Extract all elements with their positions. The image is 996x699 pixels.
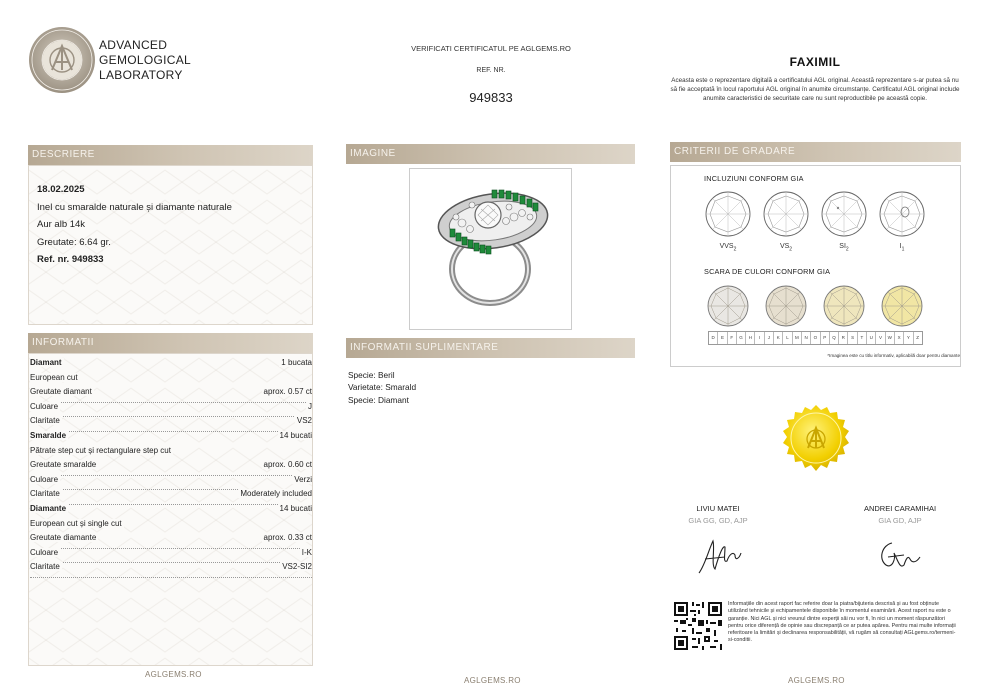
info-value: aprox. 0.57 ct	[263, 387, 312, 397]
inclusions-title: INCLUZIUNI CONFORM GIA	[704, 174, 804, 183]
signature-1	[695, 535, 743, 577]
info-key: European cut și single cut	[30, 518, 122, 528]
footer-site-1: AGLGEMS.RO	[145, 670, 202, 679]
info-value: aprox. 0.60 ct	[263, 460, 312, 470]
info-key: Claritate	[30, 416, 60, 426]
lab-name: ADVANCED GEMOLOGICAL LABORATORY	[99, 38, 191, 82]
description-date: 18.02.2025	[37, 184, 85, 195]
info-key: Diamante	[30, 504, 67, 513]
color-scale-letter: D	[709, 332, 718, 344]
section-informatii: INFORMATII	[28, 333, 313, 353]
info-value: Moderately included	[240, 489, 312, 499]
info-value: VS2-SI2	[282, 562, 312, 572]
gold-seal	[781, 404, 851, 474]
color-scale-letter: G	[737, 332, 746, 344]
color-scale-letter: T	[858, 332, 867, 344]
info-key: Claritate	[30, 562, 60, 572]
color-scale-letter: J	[765, 332, 774, 344]
info-row	[30, 402, 312, 418]
clarity-label-vvs: $VVS_2$	[719, 243, 737, 253]
info-key: European cut	[30, 372, 78, 382]
section-imagine: IMAGINE	[346, 144, 635, 164]
color-scale	[708, 331, 923, 345]
ring-image	[409, 168, 572, 330]
info-value: Verzi	[294, 474, 312, 484]
clarity-label-i: $I_1$	[899, 243, 905, 253]
clarity-diagrams	[700, 188, 940, 240]
info-row	[30, 416, 312, 432]
footer-site-3: AGLGEMS.RO	[788, 676, 845, 685]
info-row	[30, 387, 312, 403]
signature-cred-1: GIA GG, GD, AJP	[688, 516, 748, 525]
description-ref: Ref. nr. 949833	[37, 254, 104, 265]
info-key: Claritate	[30, 489, 60, 499]
extra-specie-beril: Specie: Beril	[348, 370, 395, 380]
info-value: VS2	[296, 416, 312, 426]
color-scale-letter: W	[886, 332, 895, 344]
color-scale-letter: H	[746, 332, 755, 344]
color-scale-letter: V	[876, 332, 885, 344]
disclaimer-text: Informațiile din acest raport fac referire doar la piatra/bijuteria descrisă și au fost obținute utilizând tehnicile și echipamentele disponibile în momentul examinării. Acest raport nu este o garanție. Nici AGL și nici vreunul dintre experții săi nu vor fi, în nici un moment răspunzători pentru orice diferență de opinie sau discrepanță ce ar putea apărea. Pentru mai multe informații referitoare la limitări și declinarea responsabilității, vă rugăm să consultați AGLgems.ro/termeni-si-conditii.	[728, 601, 956, 644]
color-diamond	[766, 286, 806, 326]
info-value: 14 bucati	[279, 504, 312, 513]
info-value: I-K	[301, 547, 312, 557]
signature-name-2: ANDREI CARAMIHAI	[863, 504, 937, 513]
color-scale-letter: N	[802, 332, 811, 344]
info-row	[30, 373, 312, 388]
info-key: Smaralde	[30, 431, 67, 440]
info-row	[30, 460, 312, 476]
verify-text: VERIFICATI CERTIFICATUL PE AGLGEMS.RO	[411, 44, 571, 53]
info-row	[30, 519, 312, 534]
clarity-diagram-vvs	[706, 192, 750, 236]
color-scale-letter: Y	[904, 332, 913, 344]
signature-2	[874, 535, 924, 575]
info-key: Greutate diamant	[30, 387, 92, 397]
color-scale-title: SCARA DE CULORI CONFORM GIA	[704, 267, 831, 276]
ref-label: REF. NR.	[476, 67, 506, 74]
info-value: J	[308, 401, 312, 411]
description-metal: Aur alb 14k	[37, 219, 86, 230]
clarity-label-si: $SI_2$	[839, 243, 849, 253]
color-scale-letter: S	[848, 332, 857, 344]
description-item: Inel cu smaralde naturale și diamante naturale	[37, 201, 232, 213]
color-scale-letter: I	[755, 332, 764, 344]
extra-info	[348, 369, 416, 406]
info-key: Greutate smaralde	[30, 460, 97, 470]
faximil-text: Aceasta este o reprezentare digitală a certificatului AGL original. Această reprezentare s-ar putea să nu să fie acceptată în locul raportului AGL original în anumite circumstanțe. Certificatul AGL original include anumite caracteristici de securitate care nu sunt reproductibile pe această copie.	[670, 77, 960, 102]
agl-logo-seal	[28, 26, 96, 94]
info-row	[30, 475, 312, 491]
info-row	[30, 446, 312, 461]
color-scale-letter: M	[793, 332, 802, 344]
section-informatii-suplimentare: INFORMATII SUPLIMENTARE	[346, 338, 635, 358]
color-diagrams	[700, 282, 940, 330]
info-row	[30, 431, 312, 446]
ring-illustration	[410, 169, 571, 329]
info-key: Culoare	[30, 547, 59, 557]
info-key: Culoare	[30, 474, 59, 484]
color-scale-letter: Q	[830, 332, 839, 344]
faximil-title: FAXIMIL	[789, 55, 841, 69]
info-value: 1 bucata	[281, 358, 312, 367]
clarity-diagram-si	[822, 192, 866, 236]
color-scale-letter: E	[718, 332, 727, 344]
info-value: aprox. 0.33 ct	[263, 533, 312, 543]
info-key: Culoare	[30, 401, 59, 411]
color-scale-letter: U	[867, 332, 876, 344]
color-diamond	[708, 286, 748, 326]
section-descriere: DESCRIERE	[28, 145, 313, 165]
color-scale-letter: L	[783, 332, 792, 344]
info-row	[30, 533, 312, 549]
color-scale-letter: O	[811, 332, 820, 344]
section-criterii: CRITERII DE GRADARE	[670, 142, 961, 162]
clarity-label-vs: $VS_2$	[779, 243, 793, 253]
color-scale-letter: Z	[916, 335, 920, 340]
clarity-diagram-vs	[764, 192, 808, 236]
extra-specie-diamant: Specie: Diamant	[348, 394, 409, 405]
info-row	[30, 562, 312, 578]
color-scale-letter: K	[774, 332, 783, 344]
color-scale-letter: R	[839, 332, 848, 344]
qr-code	[672, 600, 724, 652]
color-diamond	[824, 286, 864, 326]
color-diamond	[882, 286, 922, 326]
info-value: 14 bucati	[279, 431, 312, 440]
description-weight: Greutate: 6.64 gr.	[37, 236, 111, 248]
extra-varietate: Varietate: Smarald	[348, 382, 417, 393]
clarity-diagram-i	[880, 192, 924, 236]
grading-footnote: *Imaginea este cu titlu informativ, aplicabilă doar pentru diamante	[827, 353, 960, 358]
info-row	[30, 358, 312, 373]
info-row	[30, 548, 312, 564]
info-row	[30, 489, 312, 505]
info-key: Greutate diamante	[30, 533, 97, 543]
description-block	[37, 181, 232, 269]
info-row	[30, 504, 312, 519]
color-scale-letter: X	[895, 332, 904, 344]
ref-number: 949833	[469, 90, 513, 105]
signature-cred-2: GIA GD, AJP	[878, 516, 922, 525]
info-key: Diamant	[30, 358, 62, 367]
signature-name-1: LIVIU MATEI	[696, 504, 740, 513]
info-key: Pătrate step cut și rectangulare step cut	[30, 445, 171, 455]
color-scale-letter: P	[821, 332, 830, 344]
color-scale-letter: F	[728, 332, 737, 344]
footer-site-2: AGLGEMS.RO	[464, 676, 521, 685]
